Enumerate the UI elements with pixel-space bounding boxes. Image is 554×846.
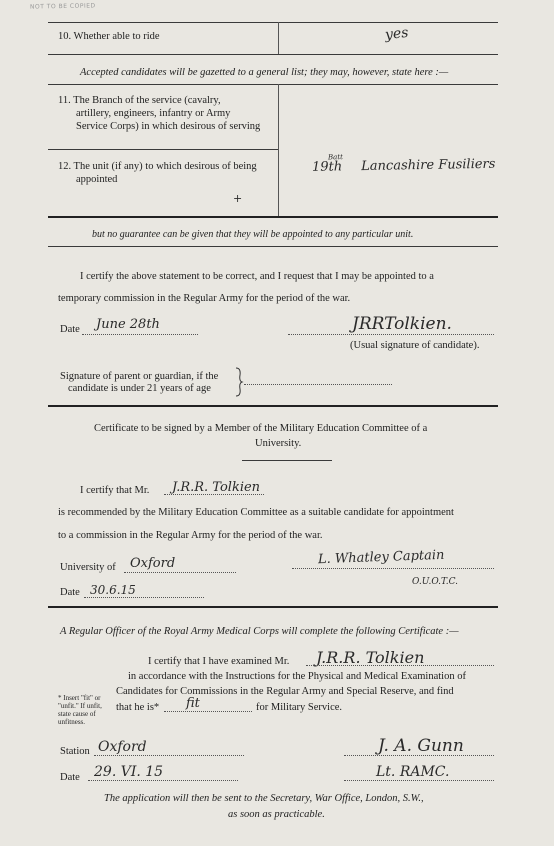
guardian-signature-line [244,384,392,385]
medical-rank-line [344,780,494,781]
university-line [124,572,236,573]
committee-heading2: University. [255,438,302,449]
guardian-line2: candidate is under 21 years of age [68,383,211,394]
medical-line1-prefix: I certify that I have examined Mr. [148,656,290,667]
medical-candidate-name: J.R.R. Tolkien [316,648,425,667]
rule-after-note [48,84,498,85]
committee-signature: L. Whatley Captain [317,547,445,568]
q12-answer-prefix: 19th [311,159,343,175]
medical-signature: J. A. Gunn [378,736,464,756]
station-label: Station [60,746,90,757]
medical-heading: A Regular Officer of the Royal Army Medical Corps will complete the following Certificate :— [60,626,459,637]
station-line [94,755,244,756]
medical-line3: Candidates for Commissions in the Regular Army and Special Reserve, and find [116,686,454,697]
rule-after-q11 [48,149,278,150]
q11-q12-divider [278,84,279,216]
committee-line3: to a commission in the Regular Army for the period of the war. [58,530,323,541]
rule-after-q12 [48,216,498,218]
q10-divider [278,22,279,54]
q11-text [58,94,276,133]
rule-after-guarantee [48,246,498,247]
committee-signature-line [292,568,494,569]
committee-heading1: Certificate to be signed by a Member of the Military Education Committee of a [94,423,428,434]
certify-line2: temporary commission in the Regular Army for the period of the war. [58,293,351,304]
committee-candidate-name: J.R.R. Tolkien [172,480,261,495]
rule-before-medical [48,606,498,608]
rule-before-committee [48,405,498,407]
medical-footnote: * Insert "fit" or "unfit." If unfit, state cause of unfitness. [58,694,102,726]
q10-answer: yes [384,24,410,44]
medical-signature-line [344,755,494,756]
q10-label: 10. Whether able to ride [58,31,160,42]
university-value: Oxford [130,556,176,571]
certify-date-value: June 28th [96,317,160,332]
medical-fitness-value: fit [186,696,200,711]
no-guarantee-note: but no guarantee can be given that they will be appointed to any particular unit. [92,229,414,240]
certify-line1: I certify the above statement to be correct, and I request that I may be appointed to a [80,271,434,282]
guardian-line1: Signature of parent or guardian, if the [60,371,219,382]
certify-date-label: Date [60,324,80,335]
medical-date-line [88,780,238,781]
rule-top [48,22,498,23]
footer-line2: as soon as practicable. [228,809,325,820]
q12-answer-sup: Batt [327,153,344,162]
committee-heading-underline [242,460,332,461]
q12-answer-unit: Lancashire Fusiliers [361,156,496,175]
committee-line2: is recommended by the Military Education Committee as a suitable candidate for appointment [58,507,454,518]
committee-signature-sub: O.U.O.T.C. [412,577,459,587]
station-value: Oxford [98,739,147,755]
candidate-signature: JRRTolkien. [352,314,452,334]
medical-line2: in accordance with the Instructions for the Physical and Medical Examination of [128,671,466,682]
committee-date-label: Date [60,587,80,598]
medical-date-label: Date [60,772,80,783]
q11-line3: Service Corps) in which desirous of serving [76,121,261,132]
certify-date-line [82,334,198,335]
medical-line4-prefix: that he is* [116,702,160,713]
guardian-brace-icon [234,367,244,397]
committee-certify-prefix: I certify that Mr. [80,485,150,496]
committee-name-line [164,494,264,495]
footer-line1: The application will then be sent to the Secretary, War Office, London, S.W., [104,793,424,804]
medical-name-line [306,665,494,666]
candidate-signature-line [288,334,494,335]
accepted-note: Accepted candidates will be gazetted to a general list; they may, however, state here :— [80,67,449,78]
archive-stamp: NOT TO BE COPIED [29,2,96,11]
medical-fitness-line [164,711,252,712]
q12-mark: + [233,192,243,205]
candidate-signature-caption: (Usual signature of candidate). [350,340,480,351]
medical-date-value: 29. VI. 15 [94,764,164,780]
q12-line1: 12. The unit (if any) to which desirous of being [58,161,257,172]
committee-date-value: 30.6.15 [90,583,136,597]
q12-line2: appointed [76,174,118,185]
medical-line4-suffix: for Military Service. [256,702,343,713]
university-label: University of [60,562,116,573]
committee-date-line [84,597,204,598]
medical-signature-rank: Lt. RAMC. [376,764,450,780]
q11-line1: 11. The Branch of the service (cavalry, [58,95,221,106]
q11-line2: artillery, engineers, infantry or Army [76,108,231,119]
rule-after-q10 [48,54,498,55]
q12-answer [311,153,496,175]
